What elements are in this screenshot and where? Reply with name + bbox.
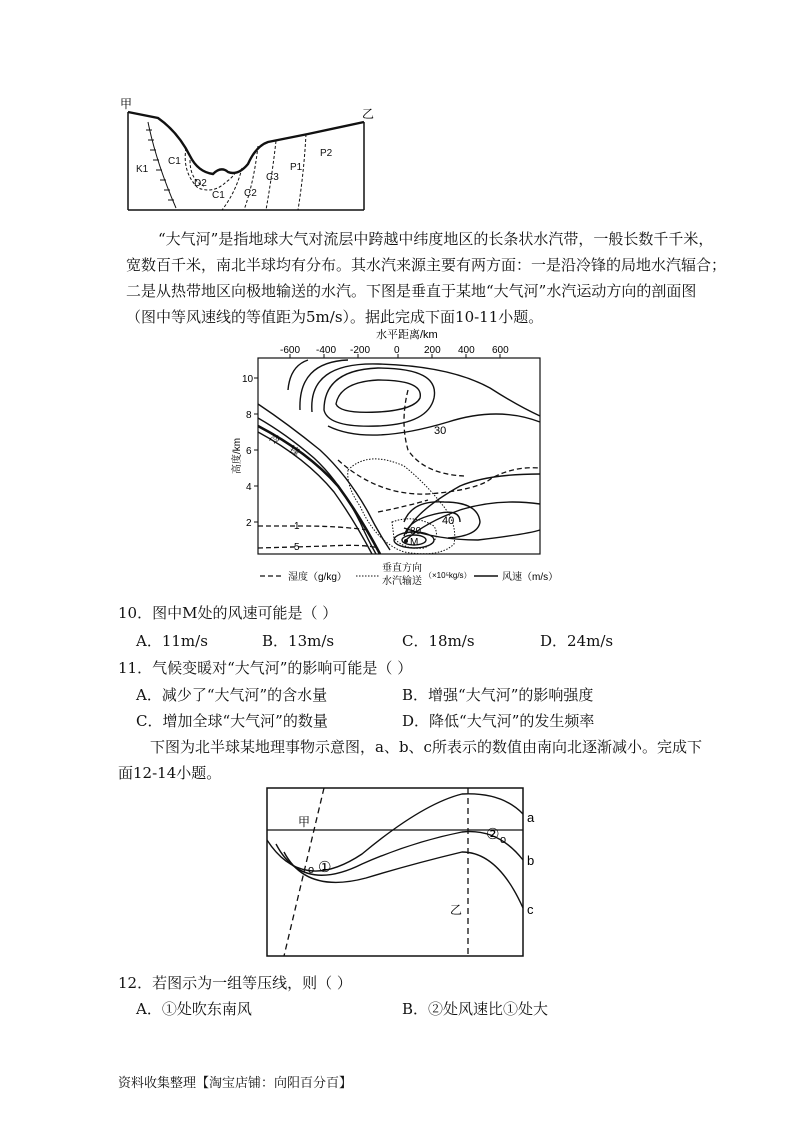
- y-axis-title: 高度/km: [232, 437, 243, 474]
- q10-option-c[interactable]: C．18m/s: [402, 632, 475, 650]
- legend-wind: 风速（m/s）: [502, 572, 558, 583]
- contour-label-30: 30: [434, 425, 447, 437]
- passage-2-line: 面12-14小题。: [118, 764, 222, 782]
- point-2-label: ②: [486, 826, 500, 843]
- question-12-stem: 12．若图示为一组等压线，则（ ）: [118, 974, 352, 992]
- x-axis-title: 水平距离/km: [376, 329, 438, 341]
- x-tick: 600: [492, 345, 509, 356]
- label-c1-bottom: C1: [212, 190, 225, 201]
- y-tick: 2: [246, 518, 252, 529]
- label-d2: D2: [194, 178, 207, 189]
- front-label-front: 锋: [287, 444, 302, 460]
- label-p2: P2: [320, 148, 333, 159]
- point-m: [404, 539, 408, 543]
- legend: [260, 561, 558, 587]
- passage-1: [126, 226, 786, 330]
- isoline-a: [267, 794, 523, 871]
- label-yi: 乙: [362, 107, 375, 121]
- label-c3: C3: [266, 172, 279, 183]
- legend-transport-unit: （×10⁵kg/s）: [424, 571, 472, 580]
- isoline-c-label: c: [527, 902, 534, 917]
- terrain-surface: [128, 112, 364, 174]
- contour-label-5: 5: [294, 542, 300, 553]
- point-1-marker: o: [308, 864, 315, 876]
- isoline-b-label: b: [527, 853, 535, 868]
- q12-option-a[interactable]: A．①处吹东南风: [136, 1000, 252, 1018]
- contour-label-40: 40: [442, 515, 455, 527]
- x-tick: -400: [316, 345, 337, 356]
- x-tick: 200: [424, 345, 441, 356]
- label-c2: C2: [244, 188, 257, 199]
- y-tick: 10: [242, 374, 254, 385]
- y-tick: 4: [246, 482, 252, 493]
- label-p1: P1: [290, 162, 303, 173]
- x-tick: -200: [350, 345, 371, 356]
- label-c1-left: C1: [168, 156, 181, 167]
- q10-option-b[interactable]: B．13m/s: [262, 632, 335, 650]
- q11-option-a[interactable]: A．减少了“大气河”的含水量: [136, 686, 328, 704]
- q10-option-d[interactable]: D．24m/s: [540, 632, 614, 650]
- isoline-figure: [262, 784, 552, 960]
- point-1-label: ①: [318, 859, 332, 876]
- label-jia-fig3: 甲: [298, 815, 311, 829]
- passage-1-line: “大气河”是指地球大气对流层中跨越中纬度地区的长条状水汽带，一般长数千千米，: [158, 230, 714, 248]
- label-yi-fig3: 乙: [450, 903, 463, 917]
- passage-1-line: 二是从热带地区向极地输送的水汽。下图是垂直于某地“大气河”水汽运动方向的剖面图: [126, 282, 697, 300]
- footer-note: 资料收集整理【淘宝店铺：向阳百分百】: [118, 1076, 353, 1091]
- front-label-cold: 冷: [267, 432, 282, 448]
- y-tick: 6: [246, 446, 252, 457]
- x-tick: 0: [394, 345, 400, 356]
- question-10-stem: 10．图中M处的风速可能是（ ）: [118, 604, 338, 622]
- q10-option-a[interactable]: A．11m/s: [136, 632, 208, 650]
- atmospheric-river-figure: [228, 326, 558, 588]
- x-tick: 400: [458, 345, 475, 356]
- q11-option-d[interactable]: D．降低“大气河”的发生频率: [402, 712, 595, 730]
- y-tick: 8: [246, 410, 252, 421]
- legend-transport-line1: 垂直方向: [382, 563, 422, 574]
- passage-1-line: 宽数百千米，南北半球均有分布。其水汽来源主要有两方面：一是沿冷锋的局地水汽辐合；: [126, 256, 727, 274]
- x-tick: -600: [280, 345, 301, 356]
- q11-option-b[interactable]: B．增强“大气河”的影响强度: [402, 686, 594, 704]
- legend-humidity: 湿度（g/kg）: [288, 572, 347, 583]
- q12-option-b[interactable]: B．②处风速比①处大: [402, 1000, 549, 1018]
- label-k1: K1: [136, 164, 149, 175]
- passage-1-line: （图中等风速线的等值距为5m/s）。据此完成下面10-11小题。: [126, 308, 544, 326]
- passage-2: [118, 734, 788, 786]
- label-jia: 甲: [120, 97, 133, 111]
- question-11-stem: 11．气候变暖对“大气河”的影响可能是（ ）: [118, 659, 413, 677]
- point-m-label: M: [410, 537, 419, 548]
- passage-2-line: 下图为北半球某地理事物示意图，a、b、c所表示的数值由南向北逐渐减小。完成下: [150, 738, 702, 756]
- point-2-marker: o: [500, 834, 507, 846]
- contour-label-80: 80: [410, 526, 422, 537]
- legend-transport-line2: 水汽输送: [382, 576, 422, 587]
- plot-frame: [258, 358, 540, 554]
- q11-option-c[interactable]: C．增加全球“大气河”的数量: [136, 712, 328, 730]
- cross-section-figure: [118, 92, 388, 214]
- contour-label-1: 1: [294, 521, 300, 532]
- isoline-a-label: a: [527, 810, 535, 825]
